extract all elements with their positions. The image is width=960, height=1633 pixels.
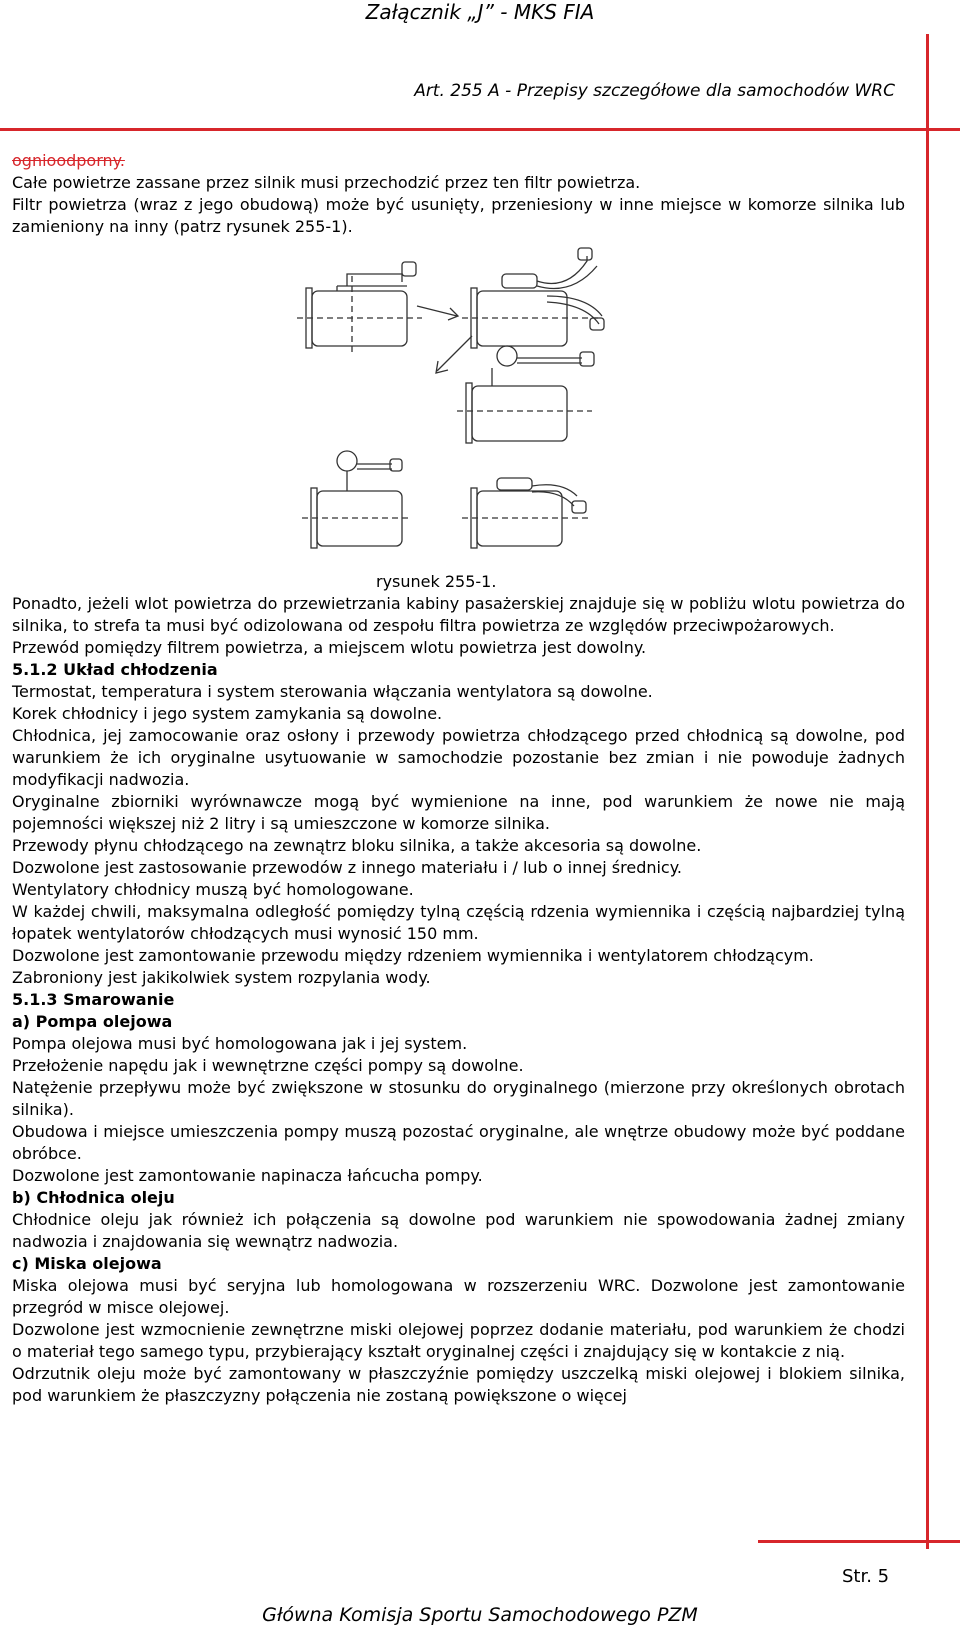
- paragraph: Zabroniony jest jakikolwiek system rozpylania wody.: [12, 968, 431, 987]
- paragraph: Dozwolone jest zamontowanie przewodu między rdzeniem wymiennika i wentylatorem chłodzącym.: [12, 946, 814, 965]
- header-rule: [0, 128, 960, 131]
- subsection-heading: b) Chłodnica oleju: [12, 1188, 175, 1207]
- margin-rule: [926, 34, 929, 1549]
- engine-unit-variant-a: [302, 451, 412, 548]
- section-heading: 5.1.3 Smarowanie: [12, 990, 175, 1009]
- paragraph: Chłodnice oleju jak również ich połączenia są dowolne pod warunkiem nie spowodowania żadnej zmiany nadwozia i znajdowania się wewnątrz nadwozia.: [12, 1210, 905, 1251]
- paragraph: Dozwolone jest zastosowanie przewodów z innego materiału i / lub o innej średnicy.: [12, 858, 682, 877]
- document-footer: Główna Komisja Sportu Samochodowego PZM: [262, 1604, 698, 1626]
- air-filter-diagram: [292, 246, 632, 571]
- footer-rule: [758, 1540, 960, 1543]
- document-body: [12, 150, 905, 1407]
- paragraph: Natężenie przepływu może być zwiększone w stosunku do oryginalnego (mierzone przy określonych obrotach silnika).: [12, 1078, 905, 1119]
- paragraph: Przewody płynu chłodzącego na zewnątrz bloku silnika, a także akcesoria są dowolne.: [12, 836, 702, 855]
- arrow-icon: [436, 336, 472, 373]
- paragraph: Korek chłodnicy i jego system zamykania są dowolne.: [12, 704, 443, 723]
- paragraph: Odrzutnik oleju może być zamontowany w płaszczyźnie pomiędzy uszczelką miski olejowej i blokiem silnika, pod warunkiem że płaszczyzny połączenia nie zostaną powiększone o więcej: [12, 1364, 905, 1405]
- paragraph: Przełożenie napędu jak i wewnętrzne części pompy są dowolne.: [12, 1056, 524, 1075]
- engine-unit-original: [297, 262, 422, 356]
- paragraph: Wentylatory chłodnicy muszą być homologowane.: [12, 880, 414, 899]
- arrow-icon: [417, 306, 458, 320]
- engine-unit-relocated: [462, 248, 604, 348]
- paragraph: Chłodnica, jej zamocowanie oraz osłony i przewody powietrza chłodzącego przed chłodnicą są dowolne, pod warunkiem że ich oryginalne usytuowanie w samochodzie pozostanie bez zmian i nie powoduje żadnych modyfikacji nadwozia.: [12, 726, 905, 789]
- paragraph: Miska olejowa musi być seryjna lub homologowana w rozszerzeniu WRC. Dozwolone jest zamontowanie przegród w misce olejowej.: [12, 1276, 905, 1317]
- engine-unit-variant-b: [462, 478, 592, 548]
- paragraph: W każdej chwili, maksymalna odległość pomiędzy tylną częścią rdzenia wymiennika i częścią najbardziej tylną łopatek wentylatorów chłodzących musi wynosić 150 mm.: [12, 902, 905, 943]
- paragraph: Pompa olejowa musi być homologowana jak i jej system.: [12, 1034, 468, 1053]
- paragraph: Dozwolone jest wzmocnienie zewnętrzne miski olejowej poprzez dodanie materiału, pod warunkiem że chodzi o materiał tego samego typu, przybierający kształt oryginalnej części i znajdujący się w kontakcie z nią.: [12, 1320, 905, 1361]
- paragraph: Obudowa i miejsce umieszczenia pompy muszą pozostać oryginalne, ale wnętrze obudowy może być poddane obróbce.: [12, 1122, 905, 1163]
- paragraph: Oryginalne zbiorniki wyrównawcze mogą być wymienione na inne, pod warunkiem że nowe nie mają pojemności większej niż 2 litry i są umieszczone w komorze silnika.: [12, 792, 905, 833]
- paragraph: Termostat, temperatura i system sterowania włączania wentylatora są dowolne.: [12, 682, 653, 701]
- paragraph: Całe powietrze zassane przez silnik musi przechodzić przez ten filtr powietrza.: [12, 173, 641, 192]
- subsection-heading: c) Miska olejowa: [12, 1254, 162, 1273]
- document-header-subtitle: Art. 255 A - Przepisy szczegółowe dla samochodów WRC: [414, 81, 895, 101]
- figure-255-1: [12, 246, 905, 571]
- section-heading: 5.1.2 Układ chłodzenia: [12, 660, 218, 679]
- deleted-text: ognioodporny.: [12, 151, 125, 170]
- paragraph: Filtr powietrza (wraz z jego obudową) może być usunięty, przeniesiony w inne miejsce w komorze silnika lub zamieniony na inny (patrz rysunek 255-1).: [12, 195, 905, 236]
- engine-unit-modified: [457, 346, 594, 443]
- paragraph: Przewód pomiędzy filtrem powietrza, a miejscem wlotu powietrza jest dowolny.: [12, 638, 647, 657]
- page-number: Str. 5: [842, 1566, 890, 1587]
- paragraph: Ponadto, jeżeli wlot powietrza do przewietrzania kabiny pasażerskiej znajduje się w pobliżu wlotu powietrza do silnika, to strefa ta musi być odizolowana od zespołu filtra powietrza ze względów przeciwpożarowych.: [12, 594, 905, 635]
- subsection-heading: a) Pompa olejowa: [12, 1012, 173, 1031]
- figure-caption: rysunek 255-1.: [376, 572, 497, 591]
- paragraph: Dozwolone jest zamontowanie napinacza łańcucha pompy.: [12, 1166, 483, 1185]
- document-header-title: Załącznik „J” - MKS FIA: [365, 0, 595, 24]
